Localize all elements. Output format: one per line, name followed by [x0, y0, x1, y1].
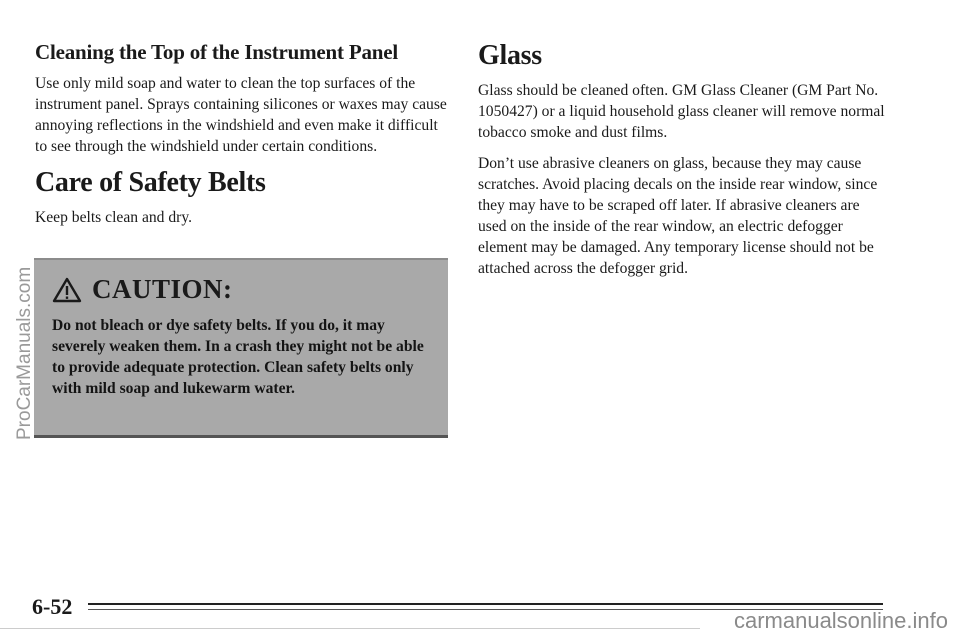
- instrument-panel-paragraph: Use only mild soap and water to clean the top surfaces of the instrument panel. Sprays containing silicones or waxes may cause annoying reflections in the windshield and even make it difficult to see through the windshield under certain conditions.: [35, 75, 447, 155]
- bottom-rule: [0, 628, 700, 629]
- caution-box: [34, 258, 448, 438]
- warning-triangle-icon: [52, 277, 82, 303]
- glass-paragraph-2: Don’t use abrasive cleaners on glass, because they may cause scratches. Avoid placing decals on the inside rear window, since they may have to be scraped off later. If abrasive cleaners are used on the inside of the rear window, an electric defogger element may be damaged. Any temporary license should not be attached across the defogger grid.: [478, 155, 878, 277]
- footer-rule-thick: [88, 603, 883, 605]
- bottom-watermark: carmanualsonline.info: [733, 608, 948, 633]
- page-number: 6-52: [32, 594, 73, 619]
- glass-paragraph-1: Glass should be cleaned often. GM Glass Cleaner (GM Part No. 1050427) or a liquid household glass cleaner will remove normal tobacco smoke and dust films.: [478, 82, 885, 141]
- safety-belts-paragraph: Keep belts clean and dry.: [35, 209, 193, 226]
- left-column: [35, 40, 450, 238]
- heading-instrument-panel: Cleaning the Top of the Instrument Panel: [35, 40, 399, 64]
- heading-glass: Glass: [478, 40, 542, 71]
- side-watermark: ProCarManuals.com: [14, 266, 35, 440]
- heading-safety-belts: Care of Safety Belts: [35, 167, 266, 198]
- right-column: [478, 40, 888, 289]
- caution-title: CAUTION:: [92, 274, 233, 304]
- caution-header: [52, 274, 436, 305]
- caution-text: Do not bleach or dye safety belts. If you do, it may severely weaken them. In a crash they might not be able to provide adequate protection. Clean safety belts only with mild soap and lukewarm water.: [52, 317, 424, 397]
